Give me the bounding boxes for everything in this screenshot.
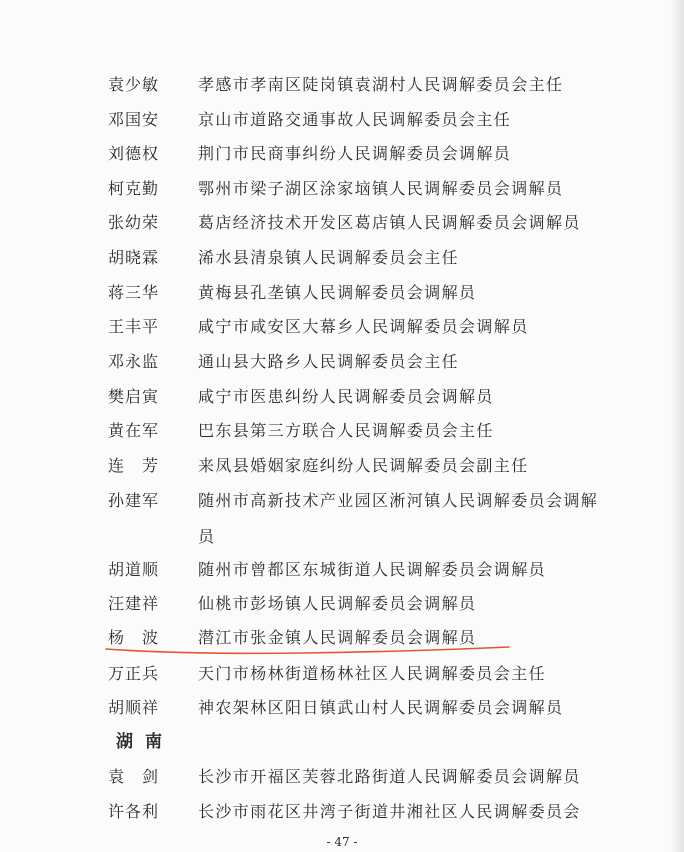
list-item bbox=[0, 139, 684, 169]
person-title: 京山市道路交通事故人民调解委员会主任 bbox=[198, 110, 512, 129]
person-name: 孙建军 bbox=[108, 491, 160, 510]
person-name: 胡顺祥 bbox=[108, 698, 160, 717]
list-item bbox=[0, 70, 684, 100]
person-title: 来凤县婚姻家庭纠纷人民调解委员会副主任 bbox=[198, 456, 529, 475]
person-title: 咸宁市医患纠纷人民调解委员会调解员 bbox=[198, 387, 494, 406]
person-title: 通山县大路乡人民调解委员会主任 bbox=[198, 352, 460, 371]
person-title: 天门市杨林街道杨林社区人民调解委员会主任 bbox=[198, 664, 547, 683]
person-name: 许各利 bbox=[108, 802, 160, 821]
person-name: 汪建祥 bbox=[108, 594, 160, 613]
person-name: 樊启寅 bbox=[108, 387, 160, 406]
person-name: 连 芳 bbox=[108, 456, 160, 475]
list-item bbox=[0, 243, 684, 273]
list-item bbox=[0, 451, 684, 481]
list-item bbox=[0, 762, 684, 792]
list-item bbox=[0, 347, 684, 377]
person-title: 长沙市雨花区井湾子街道井湘社区人民调解委员会 bbox=[198, 802, 581, 821]
person-title: 孝感市孝南区陡岗镇袁湖村人民调解委员会主任 bbox=[198, 75, 564, 94]
underline-stroke bbox=[106, 647, 509, 653]
person-title: 巴东县第三方联合人民调解委员会主任 bbox=[198, 421, 494, 440]
person-name: 王丰平 bbox=[108, 317, 160, 336]
list-item bbox=[0, 416, 684, 446]
person-title: 浠水县清泉镇人民调解委员会主任 bbox=[198, 248, 460, 267]
person-name: 胡道顺 bbox=[108, 560, 160, 579]
person-name: 蒋三华 bbox=[108, 283, 160, 302]
list-item bbox=[0, 555, 684, 585]
person-title: 葛店经济技术开发区葛店镇人民调解委员会调解员 bbox=[198, 213, 581, 232]
person-title: 潜江市张金镇人民调解委员会调解员 bbox=[198, 628, 477, 647]
person-title: 仙桃市彭场镇人民调解委员会调解员 bbox=[198, 594, 477, 613]
person-name: 杨 波 bbox=[108, 628, 160, 647]
list-item bbox=[0, 693, 684, 723]
person-name: 胡晓霖 bbox=[108, 248, 160, 267]
list-item bbox=[0, 589, 684, 619]
person-title: 黄梅县孔垄镇人民调解委员会调解员 bbox=[198, 283, 477, 302]
person-title: 长沙市开福区芙蓉北路街道人民调解委员会调解员 bbox=[198, 767, 581, 786]
person-name: 邓永监 bbox=[108, 352, 160, 371]
list-item bbox=[0, 208, 684, 238]
person-title: 神农架林区阳日镇武山村人民调解委员会调解员 bbox=[198, 698, 564, 717]
highlight-underline bbox=[104, 640, 512, 660]
person-title: 荆门市民商事纠纷人民调解委员会调解员 bbox=[198, 144, 512, 163]
list-item bbox=[0, 659, 684, 689]
person-title: 随州市高新技术产业园区淅河镇人民调解委员会调解员 bbox=[198, 491, 599, 546]
list-item bbox=[0, 312, 684, 342]
page-number: - 47 - bbox=[326, 835, 358, 849]
person-name: 邓国安 bbox=[108, 110, 160, 129]
person-name: 黄在军 bbox=[108, 421, 160, 440]
list-item bbox=[0, 278, 684, 308]
person-title: 随州市曾都区东城街道人民调解委员会调解员 bbox=[198, 560, 547, 579]
person-title: 咸宁市咸安区大幕乡人民调解委员会调解员 bbox=[198, 317, 529, 336]
person-name: 袁 剑 bbox=[108, 767, 160, 786]
list-item bbox=[0, 382, 684, 412]
person-name: 袁少敏 bbox=[108, 75, 160, 94]
person-name: 柯克勤 bbox=[108, 179, 160, 198]
person-title: 鄂州市梁子湖区涂家垴镇人民调解委员会调解员 bbox=[198, 179, 564, 198]
list-item bbox=[0, 105, 684, 135]
person-name: 刘德权 bbox=[108, 144, 160, 163]
list-item bbox=[0, 797, 684, 827]
section-heading-hunan: 湖南 bbox=[116, 732, 174, 752]
person-name: 张幼荣 bbox=[108, 213, 160, 232]
list-item bbox=[0, 174, 684, 204]
list-item bbox=[0, 483, 684, 555]
person-name: 万正兵 bbox=[108, 664, 160, 683]
